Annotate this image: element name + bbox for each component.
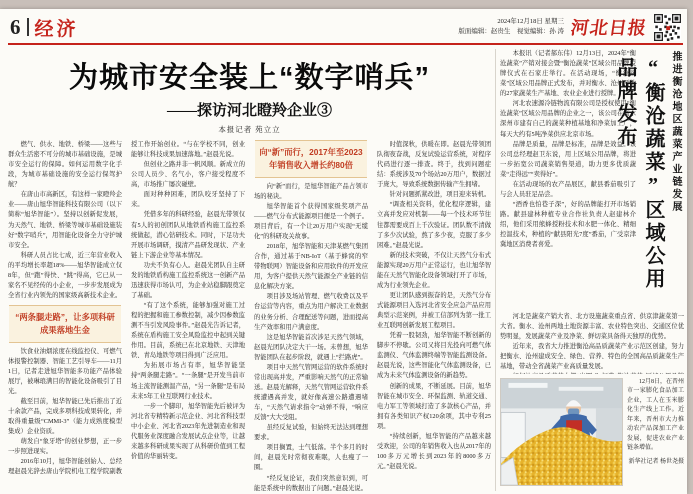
body-paragraph: 河北农速源冷链物流有限公司是授权使用“衡沧蔬菜”区域公用品牌的企业之一，该公司在衡水深州市建有自己的蔬菜种植基地和净菜加工厂，每天大约有5吨净菜供应北京市场。 [500,100,636,138]
main-subheadline: ——探访河北瞪羚企业③ [166,103,332,119]
body-paragraph: 旭华智能首个获得国家级奖项产品——燃气分布式能源项目便是一个例子。项目背后，有一个让20万用户实现“无缆化”的科研攻关故事。 [254,202,368,241]
body-paragraph: 面对种种困难，团队咬牙坚持了下来。 [131,191,245,209]
right-article-title: “衡沧蔬菜”区域公用品牌发布 [614,57,664,291]
body-paragraph [500,372,684,374]
body-paragraph: 在唐山市高新区，有这样一家瞪羚企业——唐山旭华智能科技有限公司（以下简称“旭华智能”）。坚持以创新促发展，为天然气、地铁、桥梁等城市基础设施装好“数字哨兵”，用智能化设备全力守护城市安全。 [8,191,122,249]
section-subhead: 向“新”而行，2017年至2023年销售收入增长约80倍 [255,140,367,178]
body-paragraph: 创新的成果，不断延展。目前，旭华智能在城市安全、环保监测、轨道交通、电力军工等领域打造了多款核心产品，并拥有各类知识产权120余项，其中专利25项。 [377,382,491,430]
right-article-kicker: 推进衡沧地区蔬菜产业链发展 [670,51,681,214]
masthead-info [458,17,564,38]
body-paragraph: “经反复论证，我们突然意识到，可能是系统中的数据出了问题。”赵晨光说。 [254,474,368,492]
main-body-columns [8,140,491,492]
newspaper-logo: 河北日报 [569,18,649,38]
body-paragraph: “持续创新，旭华智能的产品越来越受欢迎，公司的年销售收入也从2017年的100多万元增长到2023年的8000多万元。”赵晨光说。 [377,432,491,470]
body-paragraph: 更让团队感到振奋的是，天然气分布式能源项目入选河北省安全应急产品应用典型示范案例，并被工信部列为第一批工业互联网创新发展工程项目。 [377,291,491,330]
page-number: 6 [10,14,21,39]
masthead [10,13,681,41]
editors-line: 版面编辑：赵贵生 视觉编辑：孙 涛 [458,28,564,35]
photo-caption: 12月8日，在晋州市一家膨化食品加工企业，工人在玉米膨化生产线上工作。近年来，晋州市大力推动农产品深加工产业发展，促进农业产业链条增值。 [627,379,684,452]
body-paragraph: 项目搁置，士气低落。半个多月的时间，赵晨光时常彻夜难眠，人也瘦了一圈。 [254,444,368,472]
factory-photo-image [501,379,622,485]
body-paragraph: 项目涉及场站管理、燃气收费以及平台运营等内容，重点为用户解决工业数据的业务分析、合理配送等问题，进而提高生产效率和用户满意度。 [254,293,368,331]
body-paragraph: 萌发自“象牙塔”的创业梦想，正一步一步照进现实。 [8,438,122,456]
body-paragraph: 这是旭华智能首次涉足天然气领域，赵晨光团队决定大干一场。未曾想，旭华智能团队在起步阶段，就遇上“拦路虎”。 [254,333,368,361]
body-paragraph: “有了这个系统，能够加强对施工过程的把握和施工参数控制，减少因参数监测不当引发风险事件。”赵晨光告诉记者，系统在盾构施工安全风险监控中起到关键作用。目前，系统已在北京地铁、天津地铁、青岛地铁等项目得到广泛应用。 [131,302,245,360]
body-paragraph: 针对问题抓紧改进，项目迎来转机。 [389,191,491,199]
body-paragraph: 截至目前，旭华智能已先后推出了近十余款产品，完成多项科技成果转化，并取得重量级“CMMI-3”（能力成熟度模型集成）企业资质。 [8,398,122,436]
date-line: 2024年12月18日 星期三 [497,17,564,25]
main-headline: 为城市安全装上“数字哨兵” [68,62,430,94]
masthead-right [458,14,681,41]
body-paragraph: 河北是蔬菜产销大省、北方设施蔬菜重点省、供京津蔬菜第一大省。衡水、沧州两地土地资源丰富、农业特色突出、交通区位优势明显，发展蔬菜产业及净菜、鲜切菜具备得天独厚的优势。 [500,313,684,341]
body-paragraph: 新的技术突破，不仅让天然气分布式能源实现20万用户正常运行，也让旭华智能在天然气智能化设备领域打开了市场，成为行业领先企业。 [377,251,491,289]
body-paragraph: 虽经反复试验，但始终无法达到理想要求。 [254,424,368,442]
factory-photo [500,378,623,486]
body-paragraph: 但创业之路并非一帆风顺。新成立的公司人员少、名气小，客户接受程度不高，市场推广屡次碰壁。 [131,161,245,189]
body-paragraph: 饮食业油烟浓度在线监控仪、可燃气体报警控制器、智能工艺引导车——11月1日，记者走进旭华智能多功能产品体验展厅，被琳琅满目的智能化设备吸引了目光。 [8,347,122,395]
body-paragraph: 2018年，旭华智能和天津某燃气集团合作，通过基于NB-IoT（基于蜂窝的窄带物联网）智能设备和应用软件的开发应用，为客户提供天然气能源全产业链的信息化解决方案。 [254,243,368,291]
section-subhead: “两条腿走路”，让多项科研成果落地生金 [9,305,121,343]
body-paragraph: 一步一个脚印，旭华智能先后被评为河北省专精特新示范企业、河北省科技型中小企业、河北省2023年先进制造业和现代服务业深度融合发展试点企业等，让越来越多科研成果实现了从科研价值到工程价值的华丽转变。 [131,402,245,460]
masthead-divider [27,18,29,36]
body-paragraph: 科研人员占比七成，近三年营业收入的平均增长率超18%——旭华智能成立仅8年，但“跑”得快、“跳”得高，它已从一家名不见经传的小企业，一步步发展成为全省行业内领先的国家级高新技术企业。 [8,251,122,299]
article-divider [495,49,496,491]
main-byline: 本报记者 苑立立 [218,125,281,134]
body-paragraph: “调查相关资料，优化程序逻辑，建立高并发应对机制——每一个技术环节往往都需要成百上千次验证。团队数不清做了多少次试验，熬了多少夜，克服了多少困难。”赵晨光说。 [377,201,491,249]
body-paragraph: 凭着一股韧劲，旭华智能不断创新的脚步不停歇。公司又将目光投向可燃气体监测仪、气体监测终端等智能监测设备。赵晨光说，这些智能化气体监测设备，已成为未来气体监测设备的新趋势。 [377,332,491,380]
body-paragraph: 凭借多年的科研经验，赵晨光带领仅有5人的初创团队从地铁盾构施工监控系统做起，潜心钻研技术。同时，下足功夫开展市场调研，摸清产品研发现状、产业链上下游企业等基本情况。 [131,211,245,259]
body-paragraph: 品牌是质量，品牌是标准，品牌是效益。该公司总经理赵卫东说，用上区域公用品牌，将进一步拓宽公司蔬菜销售渠道，助力更多优质蔬菜“走得远”“卖得好”。 [500,140,636,178]
section-title: 经济 [34,18,79,40]
photo-caption-column [627,378,684,486]
body-paragraph: 功夫不负有心人。赵晨光团队自主研发的地铁盾构施工监控系统这一创新产品迅速获得市场认可，为企业站稳脚跟奠定了基础。 [131,261,245,299]
right-article [500,49,684,492]
body-paragraph: 为拓展市场占有率，旭华智能坚持“两条腿走路”。“一条腿”是开发当前市场主流智能测温产品，“另一条腿”是布局未来5年工业互联网行业技术。 [131,362,245,400]
body-paragraph: 近年来，我省大力推进衡沧高品质蔬菜产业示范区创建，努力把衡水、沧州建成安全、绿色、营养、特色的全国高品质蔬菜生产基地，带动全省蔬菜产业高质量发展。 [500,343,684,371]
body-paragraph: 燃气、供水、地铁、桥梁——这些与群众生活密不可分的城市基础设施，是城市安全运行的保障。如何运用数字化手段，为城市基础设施的安全运行保驾护航？ [8,141,122,189]
body-paragraph: “酒香也怕巷子深”，好的品牌能打开市场销路。献县建林种植专业合作社负责人赵建林介绍，他们采用熊蜂授粉技术和水肥一体化、精细控温技术，种植的“献县阳光7度”番茄，广受京津冀地区消费者喜爱。 [500,200,636,249]
right-article-continued [500,312,684,374]
qr-code-icon [654,14,681,41]
paper-sheet [0,9,687,494]
body-paragraph: 时值深秋，供暖在即。赵晨光带领团队彻夜奋战，反复试验运营系统，对程序代码进行逐一排查。终于，找到问题症结：系统涉及70个场站20万用户，数据过于庞大，导致系统数据传输产生拥堵。 [377,141,491,189]
masthead-left [10,14,79,41]
body-paragraph: 本报讯（记者郝东伟）12月13日，2024年“衡沧蔬菜”产销对接会暨“衡沧蔬菜”区域公用品牌授牌仪式在石家庄举行。在活动现场，“衡沧蔬菜”区域公用品牌正式发布，并对衡水、沧州两地的27家蔬菜生产基地、农业企业进行授牌。 [500,50,636,98]
photo-credit: 新华社记者 杨世尧摄 [628,458,684,465]
masthead-rule [8,43,683,45]
main-article [8,49,491,492]
body-paragraph: 项目中天然气管网运营的软件系统时常出现高并发，严重影响天然气的正常输送。赵晨光解释，天然气管网运营软件系统遭遇高并发，就好像高速公路遭遇堵车，“天然气请求指令”动弹不得，“响应反馈”大大受阻。 [254,363,368,422]
right-article-top [500,49,684,309]
body-paragraph: 在活动现场的农产品展区，献县番茄吸引了与会人员驻足品尝。 [500,180,636,198]
photo-block [500,378,684,486]
body-paragraph: 向“新”而行，是旭华智能产品占领市场的秘诀。 [254,182,368,200]
body-paragraph: 2016年10月，旭华智能创始人、总经理赵晨光辞去唐山学院机电工程学院副教授工作开始创业。“与在学校不同，创业能够让科技成果加速落地。”赵晨光说。 [8,141,245,476]
